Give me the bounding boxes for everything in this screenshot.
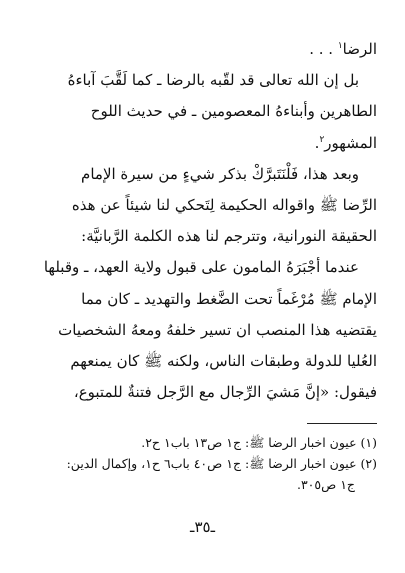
text-line: المشهور$^٢$. xyxy=(314,133,377,152)
footnote-separator xyxy=(307,423,377,424)
footnote-1: (١) عيون اخبار الرضا ﷺ: ج١ ص١٣ باب١ ح٢. xyxy=(141,435,377,450)
footnotes xyxy=(30,432,377,495)
text-line: يقتضيه هذا المنصب ان تسير خلفهُ ومعهُ الشخصيات xyxy=(58,320,377,339)
text-line: الإمام ﷺ مُرْغَماً تحت الضَّغط والتهديد ـ كان مما xyxy=(81,289,377,308)
text-line: الحقيقة النورانية، وتترجم لنا هذه الكلمة الرَّبانيَّة: xyxy=(81,227,377,246)
footnote-marker: ١ xyxy=(337,41,343,51)
text-line: الرضا$^١$ . . . xyxy=(309,40,377,58)
text-line: بل إن الله تعالى قد لقّبه بالرضا ـ كما لَقَّبَ آباءهُ xyxy=(67,71,359,90)
text-line: عندما أجْبَرَهُ المامون على قبول ولاية العهد، ـ وقبلها xyxy=(43,258,359,277)
footnote-2-continued: ج١ ص٣٠٥. xyxy=(296,477,355,492)
footnote-2: (٢) عيون اخبار الرضا ﷺ: ج١ ص٤٠ باب٦ ح١، وإكمال الدين: xyxy=(66,456,377,471)
footnote-marker: ٢ xyxy=(319,134,325,145)
main-text xyxy=(30,34,377,408)
text-line: فيقول: «إنَّ مَشيَ الرِّجال مع الرَّجل فتنةٌ للمتبوع، xyxy=(73,383,377,402)
text-line: الرِّضا ﷺ واقواله الحكيمة لِتَحكي لنا شيئاً عن هذه xyxy=(71,196,377,215)
text-line: الطاهرين وأبناءهُ المعصومين ـ في حديث اللوح xyxy=(90,102,377,121)
page-number: ـ٣٥ـ xyxy=(190,518,215,536)
text-line: وبعد هذا، فَلْنَتَبرَّكْ بذكر شيءٍ من سيرة الإمام xyxy=(81,164,359,183)
text-line: العُليا للدولة وطبقات الناس، ولكنه ﷺ كان يمنعهم xyxy=(70,352,377,371)
